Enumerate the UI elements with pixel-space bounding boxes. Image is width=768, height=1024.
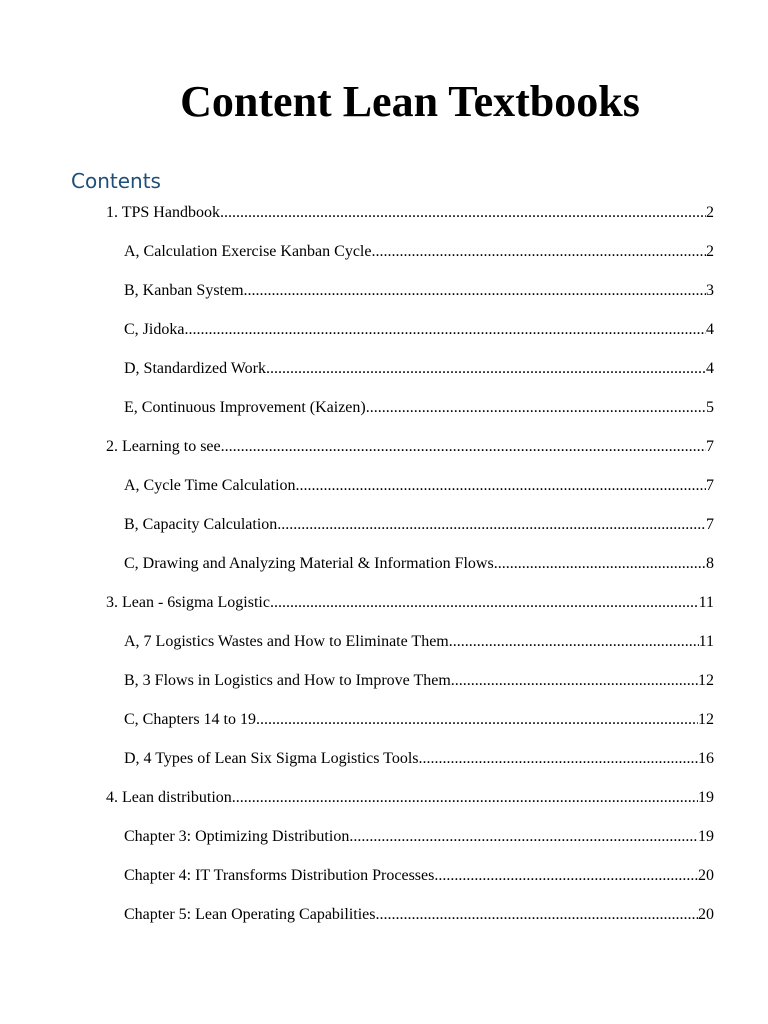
toc-entry-page-number[interactable]: 3	[706, 282, 714, 299]
toc-entry-page-number[interactable]: 5	[706, 399, 714, 416]
toc-entry-label[interactable]: A, Cycle Time Calculation	[124, 477, 296, 494]
document-title: Content Lean Textbooks	[180, 77, 640, 126]
toc-entry-label[interactable]: E, Continuous Improvement (Kaizen)	[124, 399, 366, 416]
toc-entry-page-number[interactable]: 8	[706, 555, 714, 572]
toc-dot-leader	[270, 592, 699, 614]
toc-entry-page-number[interactable]: 20	[698, 906, 714, 923]
toc-entry-page-number[interactable]: 19	[698, 828, 714, 845]
toc-entry-label[interactable]: D, Standardized Work	[124, 360, 266, 377]
toc-entry-page-number[interactable]: 11	[698, 594, 714, 611]
toc-entry[interactable]	[124, 826, 714, 848]
toc-entry[interactable]	[124, 709, 714, 731]
toc-entry-page-number[interactable]: 20	[698, 867, 714, 884]
toc-dot-leader	[221, 436, 706, 458]
toc-entry-page-number[interactable]: 2	[706, 204, 714, 221]
toc-entry[interactable]	[124, 670, 714, 692]
toc-entry-page-number[interactable]: 12	[698, 672, 714, 689]
toc-dot-leader	[375, 904, 698, 926]
toc-dot-leader	[449, 631, 699, 653]
toc-entry-page-number[interactable]: 16	[698, 750, 714, 767]
toc-entry-label[interactable]: 3. Lean - 6sigma Logistic	[106, 594, 270, 611]
toc-entry-page-number[interactable]: 7	[706, 516, 714, 533]
toc-entry-page-number[interactable]: 4	[706, 360, 714, 377]
toc-entry-label[interactable]: 1. TPS Handbook	[106, 204, 220, 221]
toc-entry[interactable]	[124, 904, 714, 926]
toc-entry[interactable]	[124, 475, 714, 497]
toc-dot-leader	[296, 475, 706, 497]
toc-entry-label[interactable]: D, 4 Types of Lean Six Sigma Logistics Tools	[124, 750, 419, 767]
toc-entry[interactable]	[124, 553, 714, 575]
toc-entry-label[interactable]: A, Calculation Exercise Kanban Cycle	[124, 243, 372, 260]
toc-dot-leader	[349, 826, 698, 848]
toc-entry-label[interactable]: Chapter 5: Lean Operating Capabilities	[124, 906, 376, 923]
toc-entry[interactable]	[106, 592, 714, 614]
toc-entry-label[interactable]: A, 7 Logistics Wastes and How to Eliminate Them	[124, 633, 449, 650]
toc-dot-leader	[371, 241, 706, 263]
toc-entry[interactable]	[124, 319, 714, 341]
toc-entry-page-number[interactable]: 2	[706, 243, 714, 260]
toc-dot-leader	[232, 787, 698, 809]
toc-entry-label[interactable]: B, Kanban System	[124, 282, 244, 299]
toc-entry-page-number[interactable]: 7	[706, 477, 714, 494]
toc-dot-leader	[434, 865, 698, 887]
toc-dot-leader	[256, 709, 698, 731]
toc-dot-leader	[244, 280, 706, 302]
toc-entry-page-number[interactable]: 4	[706, 321, 714, 338]
toc-entry-label[interactable]: C, Drawing and Analyzing Material & Information Flows	[124, 555, 494, 572]
toc-entry[interactable]	[124, 514, 714, 536]
toc-entry-label[interactable]: 4. Lean distribution	[106, 789, 232, 806]
toc-entry[interactable]	[124, 865, 714, 887]
toc-entry-label[interactable]: 2. Learning to see	[106, 438, 221, 455]
toc-dot-leader	[419, 748, 699, 770]
toc-dot-leader	[277, 514, 706, 536]
toc-heading[interactable]: Contents	[71, 169, 161, 193]
toc-dot-leader	[451, 670, 698, 692]
toc-entry-page-number[interactable]: 12	[698, 711, 714, 728]
toc-entry[interactable]	[124, 748, 714, 770]
toc-dot-leader	[184, 319, 706, 341]
toc-entry[interactable]	[124, 280, 714, 302]
toc-dot-leader	[494, 553, 706, 575]
toc-entry-page-number[interactable]: 7	[706, 438, 714, 455]
toc-entry[interactable]	[124, 358, 714, 380]
toc-entry[interactable]	[106, 787, 714, 809]
toc-entry-label[interactable]: Chapter 3: Optimizing Distribution	[124, 828, 350, 845]
toc-entry-page-number[interactable]: 19	[698, 789, 714, 806]
toc-entry[interactable]	[106, 202, 714, 224]
toc-entry-label[interactable]: B, Capacity Calculation	[124, 516, 278, 533]
toc-entry-label[interactable]: C, Chapters 14 to 19	[124, 711, 256, 728]
toc-entry[interactable]	[124, 397, 714, 419]
toc-entry-label[interactable]: B, 3 Flows in Logistics and How to Improve Them	[124, 672, 451, 689]
toc-entry[interactable]	[124, 631, 714, 653]
toc-dot-leader	[366, 397, 706, 419]
toc-entry-label[interactable]: Chapter 4: IT Transforms Distribution Processes	[124, 867, 435, 884]
toc-entry[interactable]	[106, 436, 714, 458]
toc-entry-page-number[interactable]: 11	[698, 633, 714, 650]
toc-entry-label[interactable]: C, Jidoka	[124, 321, 185, 338]
toc-dot-leader	[266, 358, 706, 380]
toc-dot-leader	[220, 202, 706, 224]
toc-entry[interactable]	[124, 241, 714, 263]
